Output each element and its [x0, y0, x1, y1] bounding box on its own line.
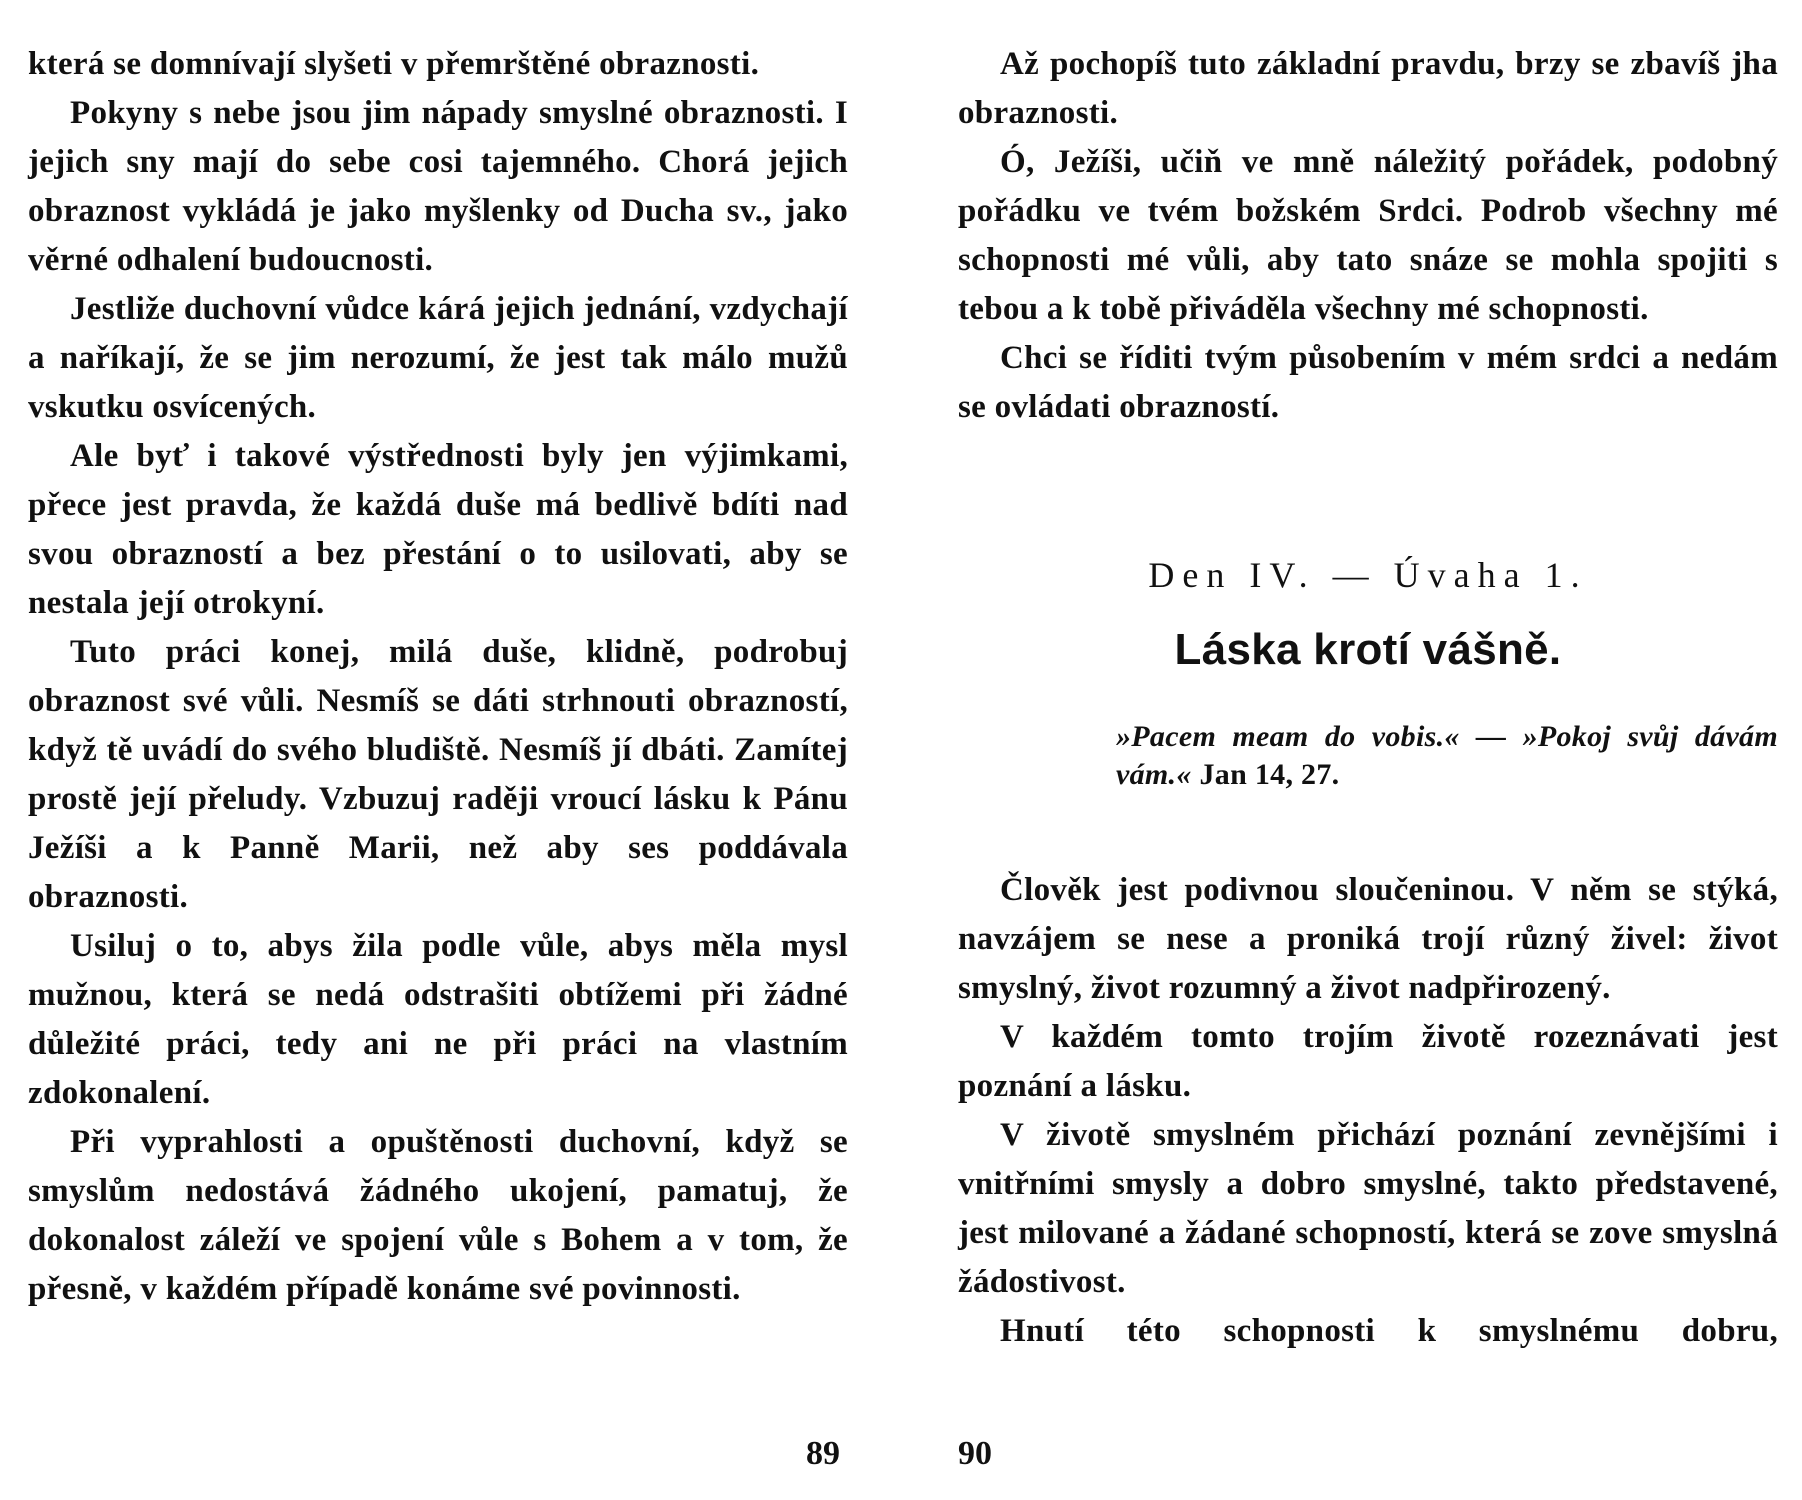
paragraph: Tuto práci konej, milá duše, klidně, podrobuj obraznost své vůli. Nesmíš se dáti strhnouti obrazností, když tě uvádí do svého bludiště. Nesmíš jí dbáti. Zamítej prostě její přeludy. Vzbuzuj raději vroucí lásku k Pánu Ježíši a k Panně Marii, než aby ses poddávala obraznosti. [28, 634, 848, 915]
motto-text: »Pacem meam do vobis.« — »Pokoj svůj dávám vám.« [1116, 720, 1778, 791]
motto-reference: Jan 14, 27. [1199, 758, 1340, 791]
paragraph: Chci se říditi tvým působením v mém srdci a nedám se ovládati obrazností. [958, 340, 1778, 425]
paragraph: Při vyprahlosti a opuštěnosti duchovní, když se smyslům nedostává žádného ukojení, pamatuj, že dokonalost záleží ve spojení vůle s Bohem a v tom, že přesně, v každém případě konáme své povinnosti. [28, 1124, 848, 1307]
section-title: Láska krotí vášně. [1174, 625, 1562, 674]
right-page [958, 40, 1778, 1356]
paragraph: Člověk jest podivnou sloučeninou. V něm se stýká, navzájem se nese a proniká trojí různý živel: život smyslný, život rozumný a život nadpřirozený. [958, 872, 1778, 1006]
paragraph: Až pochopíš tuto základní pravdu, brzy se zbavíš jha obraznosti. [958, 46, 1778, 131]
page-number-left: 89 [806, 1435, 840, 1472]
paragraph: Ale byť i takové výstřednosti byly jen výjimkami, přece jest pravda, že každá duše má bedlivě bdíti nad svou obrazností a bez přestání o to usilovati, aby se nestala její otrokyní. [28, 438, 848, 621]
motto-quote [1116, 718, 1778, 794]
paragraph: která se domnívají slyšeti v přemrštěné obraznosti. [28, 46, 760, 82]
paragraph: Hnutí této schopnosti k smyslnému dobru, [1000, 1313, 1778, 1349]
paragraph: Jestliže duchovní vůdce kárá jejich jednání, vzdychají a naříkají, že se jim nerozumí, že jest tak málo mužů vskutku osvícených. [28, 291, 848, 425]
paragraph: Ó, Ježíši, učiň ve mně náležitý pořádek, podobný pořádku ve tvém božském Srdci. Podrob všechny mé schopnosti mé vůli, aby tato snáze se mohla spojiti s tebou a k tobě přiváděla všechny mé schopnosti. [958, 144, 1778, 327]
left-page [28, 40, 848, 1314]
paragraph: Usiluj o to, abys žila podle vůle, abys měla mysl mužnou, která se nedá odstrašiti obtížemi při žádné důležité práci, tedy ani ne při práci na vlastním zdokonalení. [28, 928, 848, 1111]
page-number-right: 90 [958, 1435, 992, 1472]
paragraph: Pokyny s nebe jsou jim nápady smyslné obraznosti. I jejich sny mají do sebe cosi tajemného. Chorá jejich obraznost vykládá je jako myšlenky od Ducha sv., jako věrné odhalení budoucnosti. [28, 95, 848, 278]
section-day-heading: Den IV. — Úvaha 1. [1148, 555, 1588, 595]
paragraph: V životě smyslném přichází poznání zevnějšími i vnitřními smysly a dobro smyslné, takto představené, jest milované a žádané schopností, která se zove smyslná žádostivost. [958, 1117, 1778, 1300]
paragraph: V každém tomto trojím životě rozeznávati jest poznání a lásku. [958, 1019, 1778, 1104]
